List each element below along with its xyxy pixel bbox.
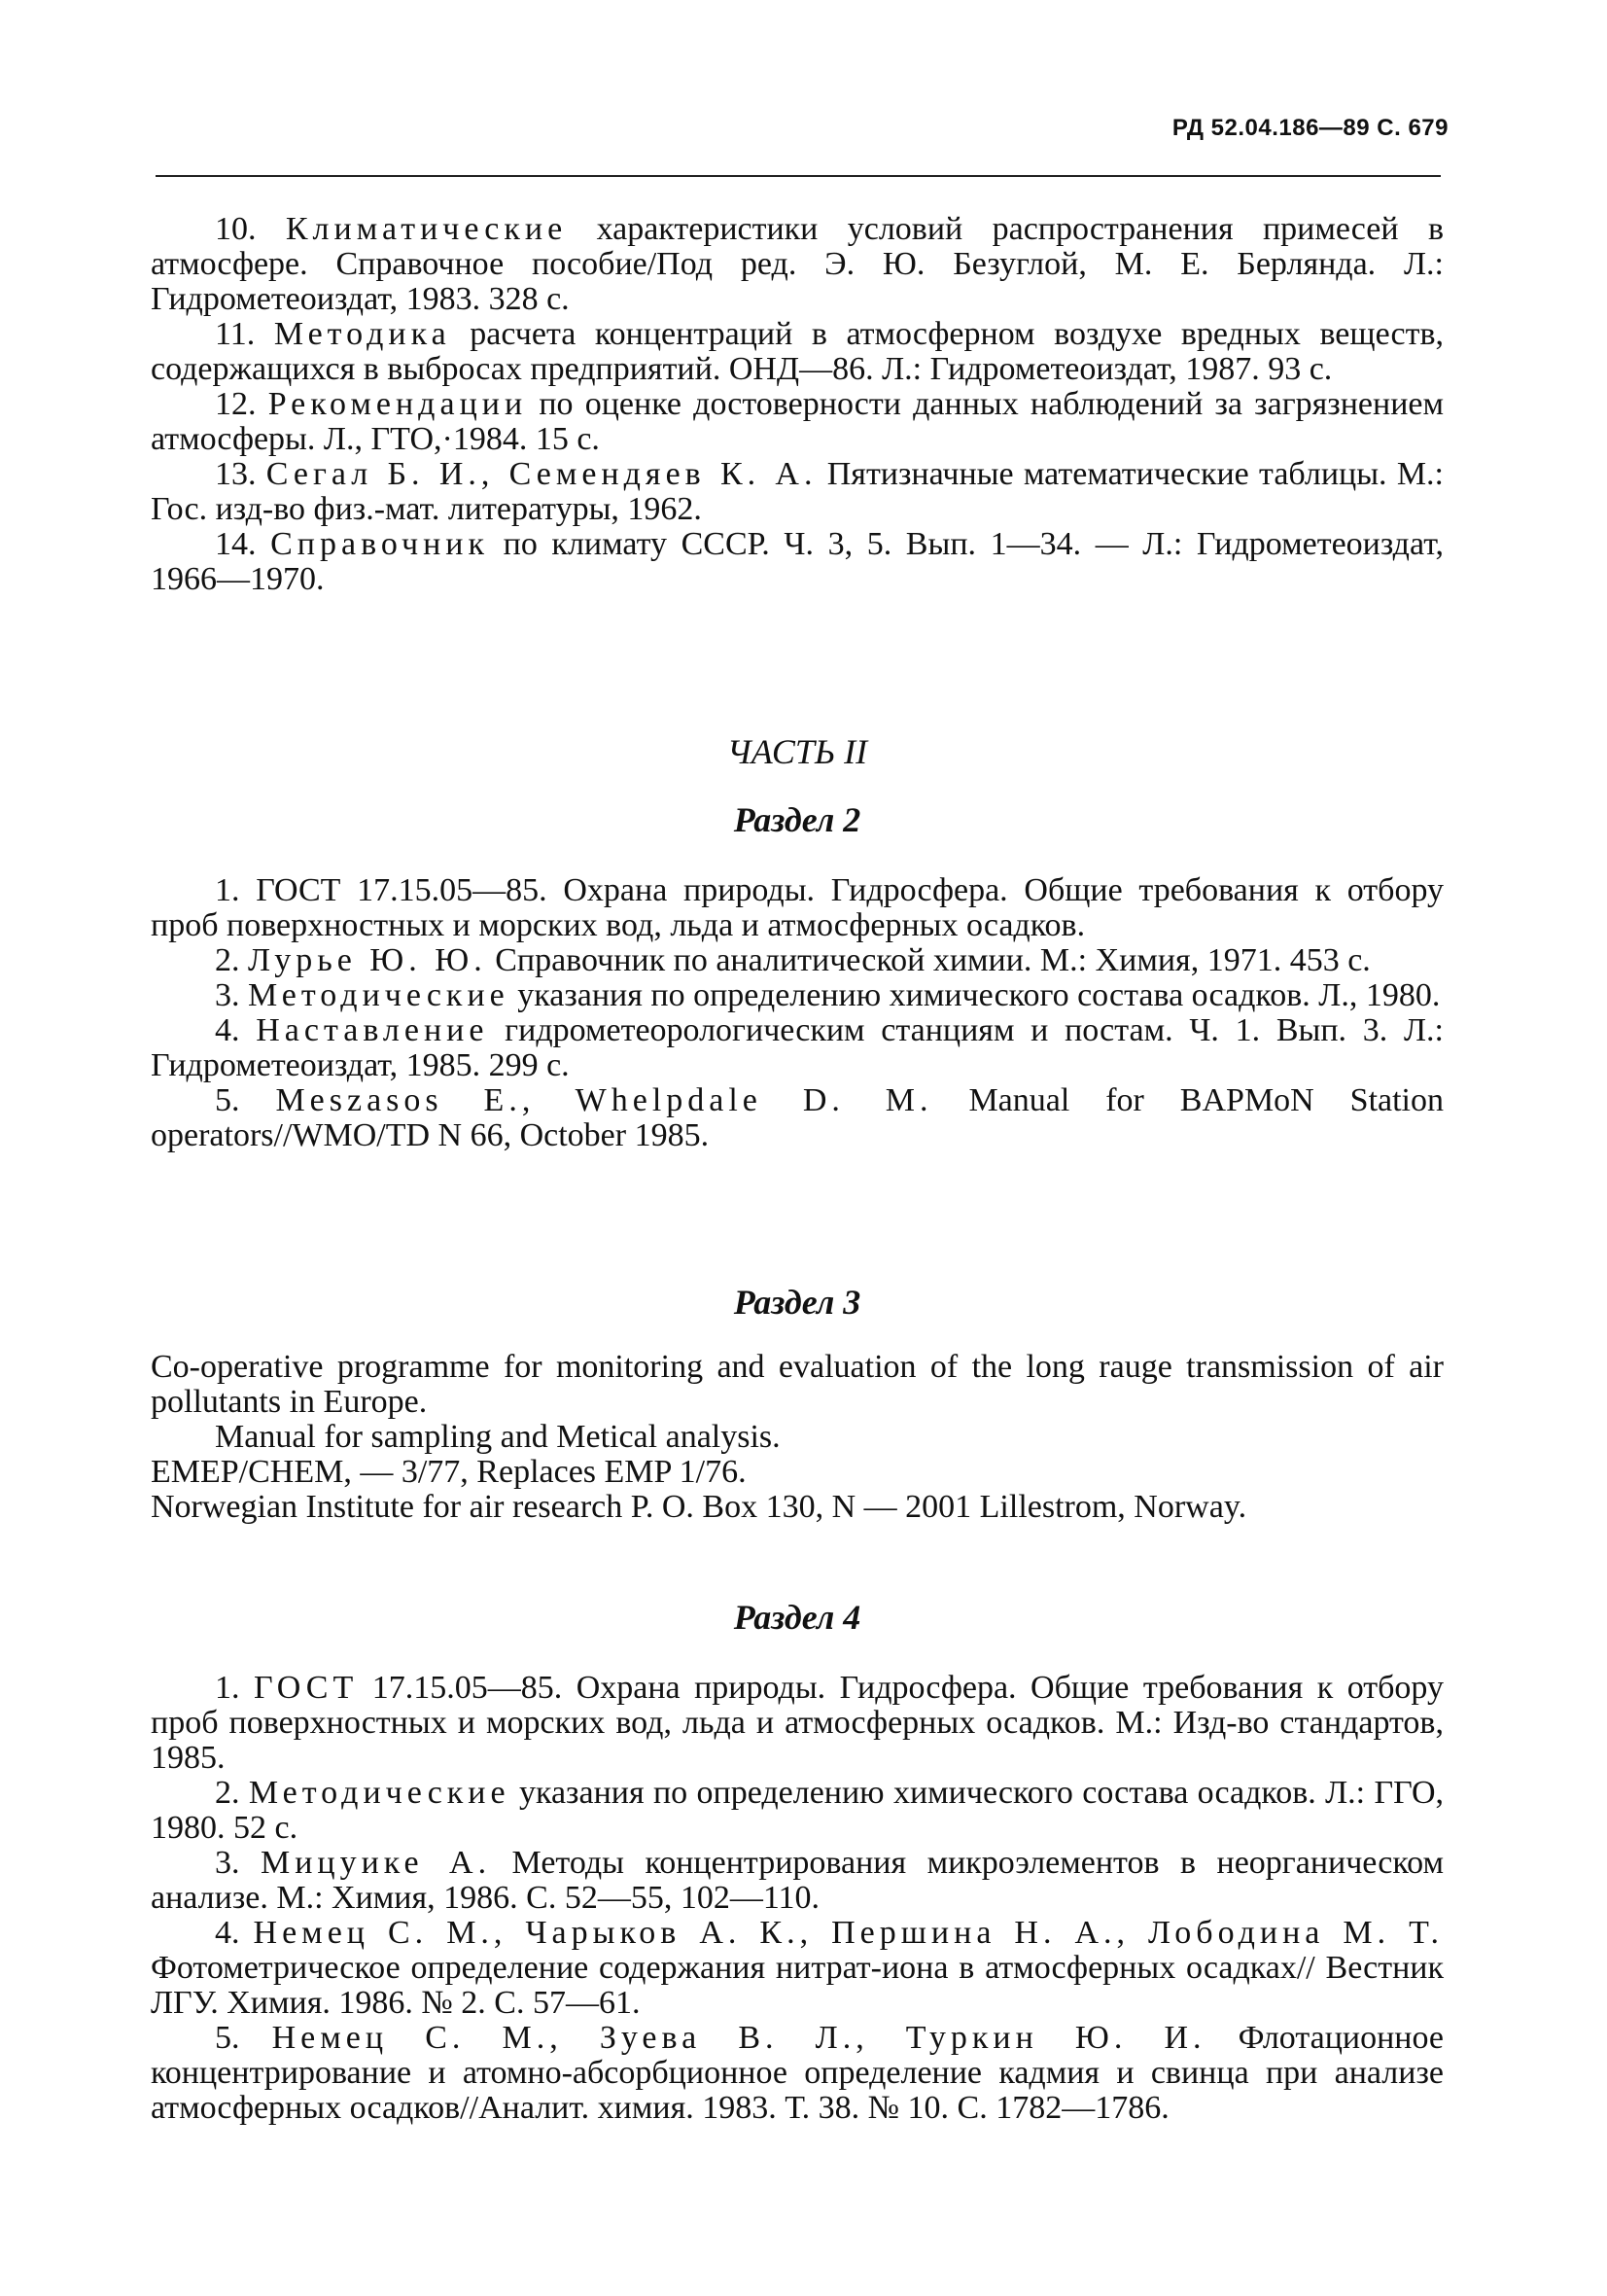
section-2-references: [151, 873, 1444, 1153]
references-top: [151, 212, 1444, 597]
reference-author: Методика: [273, 316, 451, 352]
reference-text: Пятизначные математические таблицы. М.: Гос. изд-во физ.-мат. литературы, 1962.: [151, 456, 1445, 527]
reference-item: [151, 1671, 1444, 1776]
reference-number: 12.: [215, 386, 257, 422]
reference-number: 1.: [215, 1670, 240, 1706]
section-3-line: Norwegian Institute for air research P. O. Box 130, N — 2001 Lillestrom, Norway.: [151, 1489, 1247, 1525]
reference-item: [151, 1776, 1444, 1846]
reference-author: Рекомендации: [267, 386, 528, 422]
header-rule: [156, 175, 1441, 177]
section-4-references: [151, 1671, 1444, 2126]
reference-text: расчета концентраций в атмосферном воздухе вредных веществ, содержащихся в выбросах предприятий. ОНД—86. Л.: Гидрометеоиздат, 1987. 93 с.: [151, 316, 1445, 387]
reference-text: по оценке достоверности данных наблюдений за загрязнением атмосферы. Л., ГТО,·1984. 15 с.: [151, 386, 1444, 457]
reference-text: Флотационное концентрирование и атомно-абсорбционное определение кадмия и свинца при анализе атмосферных осадков//Аналит. химия. 1983. Т. 38. № 10. С. 1782—1786.: [151, 2020, 1445, 2126]
reference-item: [151, 1013, 1444, 1083]
reference-item: [151, 1846, 1444, 1916]
reference-author: Наставление: [256, 1012, 489, 1048]
section-3-title: Раздел 3: [733, 1283, 861, 1322]
reference-text: ГОСТ 17.15.05—85. Охрана природы. Гидросфера. Общие требования к отбору проб поверхностных и морских вод, льда и атмосферных осадков.: [151, 872, 1445, 943]
reference-author: Сегал Б. И., Семендяев К. А.: [265, 456, 818, 492]
section-3-line: EMEP/CHEM, — 3/77, Replaces EMP 1/76.: [151, 1454, 747, 1490]
reference-item: [151, 212, 1444, 317]
reference-number: 1.: [215, 872, 240, 908]
reference-item: [151, 457, 1444, 527]
reference-text: указания по определению химического состава осадков. Л.: ГГО, 1980. 52 с.: [151, 1775, 1444, 1846]
reference-number: 3.: [215, 1845, 240, 1881]
reference-text: по климату СССР. Ч. 3, 5. Вып. 1—34. — Л.: Гидрометеоиздат, 1966—1970.: [151, 526, 1444, 597]
reference-number: 11.: [215, 316, 256, 352]
reference-author: Meszasos E., Whelpdale D. M.: [275, 1082, 933, 1118]
reference-author: Мицуике А.: [260, 1845, 492, 1881]
reference-item: [151, 873, 1444, 943]
reference-author: Немец С. М., Зуева В. Л., Туркин Ю. И.: [271, 2020, 1206, 2056]
reference-number: 4.: [215, 1915, 240, 1951]
reference-author: Немец С. М., Чарыков А. К., Першина Н. А., Лободина М. Т.: [253, 1915, 1445, 1951]
reference-item: [151, 317, 1444, 387]
section-2-title: Раздел 2: [733, 800, 861, 839]
reference-number: 3.: [215, 977, 240, 1013]
reference-number: 4.: [215, 1012, 240, 1048]
reference-author: Климатические: [285, 211, 568, 247]
reference-item: [151, 2021, 1444, 2126]
reference-item: [151, 943, 1444, 978]
reference-text: 17.15.05—85. Охрана природы. Гидросфера. Общие требования к отбору проб поверхностных и морских вод, льда и атмосферных осадков. М.: Изд-во стандартов, 1985.: [151, 1670, 1444, 1776]
reference-number: 2.: [215, 1775, 240, 1811]
page-header: РД 52.04.186—89 С. 679: [1171, 115, 1449, 141]
reference-text: Методы концентрирования микроэлементов в неорганическом анализе. М.: Химия, 1986. С. 52—55, 102—110.: [151, 1845, 1444, 1916]
reference-author: Справочник: [270, 526, 490, 562]
reference-item: [151, 978, 1444, 1013]
reference-number: 5.: [215, 2020, 240, 2056]
reference-author: ГОСТ: [253, 1670, 359, 1706]
reference-text: указания по определению химического состава осадков. Л., 1980.: [508, 977, 1441, 1013]
reference-author: Методические: [248, 977, 509, 1013]
reference-author: Методические: [248, 1775, 510, 1811]
reference-text: Справочник по аналитической химии. М.: Химия, 1971. 453 с.: [486, 942, 1371, 978]
reference-text: Фотометрическое определение содержания нитрат-иона в атмосферных осадках// Вестник ЛГУ. Химия. 1986. № 2. С. 57—61.: [151, 1950, 1444, 2021]
reference-text: характеристики условий распространения примесей в атмосфере. Справочное пособие/Под ред. Э. Ю. Безуглой, М. Е. Берлянда. Л.: Гидрометеоиздат, 1983. 328 с.: [151, 211, 1445, 317]
reference-item: [151, 1083, 1444, 1153]
reference-text: гидрометеорологическим станциям и постам. Ч. 1. Вып. 3. Л.: Гидрометеоиздат, 1985. 299 с.: [151, 1012, 1444, 1083]
reference-number: 10.: [215, 211, 257, 247]
reference-item: [151, 387, 1444, 457]
reference-item: [151, 1916, 1444, 2021]
section-3-line: Co-operative programme for monitoring and evaluation of the long rauge transmission of air pollutants in Europe.: [151, 1349, 1444, 1420]
reference-number: 14.: [215, 526, 257, 562]
reference-text: Manual for BAPMoN Station operators//WMO/TD N 66, October 1985.: [151, 1082, 1444, 1153]
reference-number: 13.: [215, 456, 257, 492]
section-3-body: [151, 1350, 1444, 1525]
section-4-title: Раздел 4: [733, 1598, 861, 1637]
reference-author: Лурье Ю. Ю.: [248, 942, 487, 978]
section-3-line: Manual for sampling and Metical analysis.: [215, 1419, 781, 1455]
reference-number: 5.: [215, 1082, 240, 1118]
reference-item: [151, 527, 1444, 597]
part-title: ЧАСТЬ II: [726, 732, 868, 771]
reference-number: 2.: [215, 942, 240, 978]
